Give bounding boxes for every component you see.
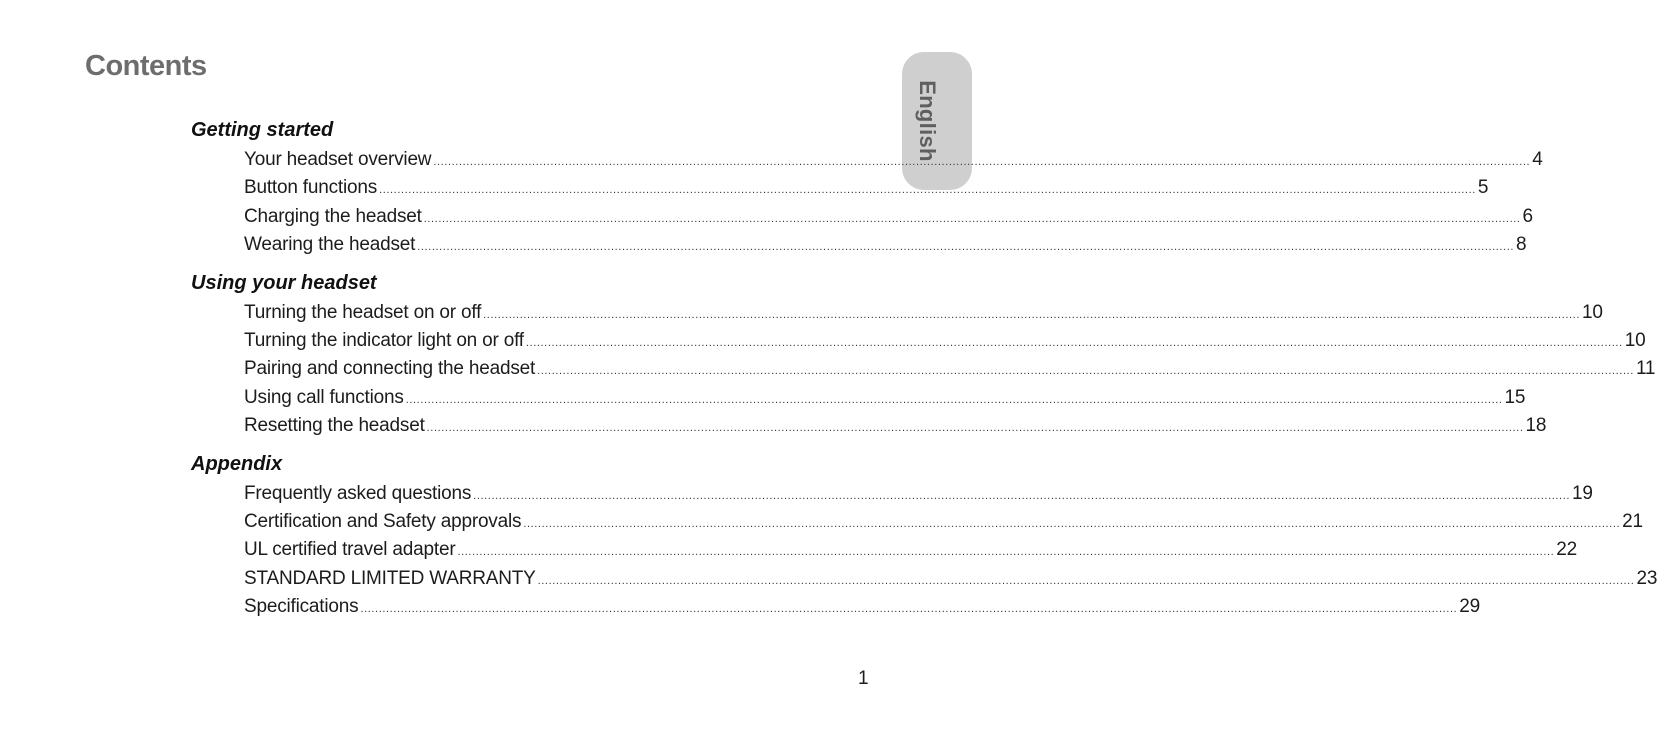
- toc-entry[interactable]: [244, 203, 1533, 231]
- toc-section: [191, 448, 1657, 622]
- toc-entry-title: Specifications: [244, 596, 359, 618]
- page-number: 1: [858, 668, 869, 689]
- toc-dot-leader: ............................................................................................................................................................................................................................................................................................................: [457, 546, 1555, 559]
- toc-entry-page: 15: [1504, 386, 1526, 408]
- toc-dot-leader: ............................................................................................................................................................................................................................................................................................................: [405, 393, 1503, 406]
- toc-entry[interactable]: [244, 565, 1657, 593]
- toc-entry[interactable]: [244, 593, 1481, 621]
- toc-entry-title: Resetting the headset: [244, 415, 425, 437]
- toc-entry-page: 29: [1459, 596, 1481, 618]
- toc-dot-leader: ............................................................................................................................................................................................................................................................................................................: [417, 241, 1515, 254]
- toc-entry-title: Turning the indicator light on or off: [244, 329, 524, 351]
- toc-entry[interactable]: [244, 480, 1593, 508]
- toc-entry-page: 10: [1624, 329, 1646, 351]
- toc-dot-leader: ............................................................................................................................................................................................................................................................................................................: [523, 517, 1621, 530]
- toc-entry-title: Certification and Safety approvals: [244, 510, 522, 532]
- toc-entry-page: 5: [1477, 177, 1489, 199]
- toc-dot-leader: ............................................................................................................................................................................................................................................................................................................: [525, 336, 1623, 349]
- toc-entry-title: Pairing and connecting the headset: [244, 358, 536, 380]
- toc-entry-page: 22: [1556, 539, 1578, 561]
- toc-entry-title: Turning the headset on or off: [244, 301, 482, 323]
- toc-dot-leader: ............................................................................................................................................................................................................................................................................................................: [473, 489, 1571, 502]
- toc-entry[interactable]: [244, 355, 1656, 383]
- toc-entry[interactable]: [244, 384, 1526, 412]
- toc-dot-leader: ............................................................................................................................................................................................................................................................................................................: [537, 365, 1634, 378]
- toc-entry-page: 11: [1635, 358, 1656, 380]
- toc-entry[interactable]: [244, 174, 1489, 202]
- toc-entry[interactable]: [244, 536, 1578, 564]
- toc-entry-page: 18: [1525, 415, 1547, 437]
- toc-dot-leader: ............................................................................................................................................................................................................................................................................................................: [360, 603, 1458, 616]
- language-tab-label: English: [915, 80, 940, 162]
- toc-dot-leader: ............................................................................................................................................................................................................................................................................................................: [379, 184, 1476, 197]
- toc-entry-page: 8: [1516, 234, 1527, 256]
- toc-entry[interactable]: [244, 508, 1643, 536]
- toc-entry-page: 19: [1572, 482, 1593, 504]
- toc-entry[interactable]: [244, 327, 1646, 355]
- section-heading: Appendix: [191, 452, 283, 475]
- toc-entry-title: Frequently asked questions: [244, 482, 472, 504]
- toc-entry-page: 6: [1522, 205, 1533, 227]
- toc-entry[interactable]: [244, 146, 1543, 174]
- toc-entry-title: STANDARD LIMITED WARRANTY: [244, 567, 536, 589]
- toc-entry-title: Using call functions: [244, 386, 404, 408]
- section-heading: Getting started: [191, 119, 334, 141]
- toc-entry-page: 21: [1622, 510, 1643, 532]
- toc-entry-page: 23: [1636, 567, 1657, 589]
- toc-entry-title: UL certified travel adapter: [244, 539, 456, 561]
- toc-dot-leader: ............................................................................................................................................................................................................................................................................................................: [483, 308, 1580, 321]
- toc-dot-leader: ............................................................................................................................................................................................................................................................................................................: [537, 574, 1635, 587]
- section-heading: Using your headset: [191, 271, 377, 294]
- toc-entry[interactable]: [244, 231, 1527, 259]
- toc-entry-title: Charging the headset: [244, 205, 422, 227]
- toc-entry-page: 10: [1582, 301, 1603, 323]
- toc-entry-page: 4: [1532, 149, 1543, 170]
- toc-dot-leader: ............................................................................................................................................................................................................................................................................................................: [433, 156, 1531, 168]
- toc-dot-leader: ............................................................................................................................................................................................................................................................................................................: [423, 212, 1521, 225]
- toc-entry-title: Wearing the headset: [244, 234, 416, 256]
- toc-entry[interactable]: [244, 299, 1603, 327]
- toc-dot-leader: ............................................................................................................................................................................................................................................................................................................: [426, 422, 1524, 435]
- toc-entry-title: Your headset overview: [244, 149, 432, 170]
- toc-entry-title: Button functions: [244, 177, 378, 199]
- toc-entry[interactable]: [244, 412, 1547, 440]
- page-title: Contents: [85, 50, 207, 82]
- toc-section: [191, 267, 1656, 441]
